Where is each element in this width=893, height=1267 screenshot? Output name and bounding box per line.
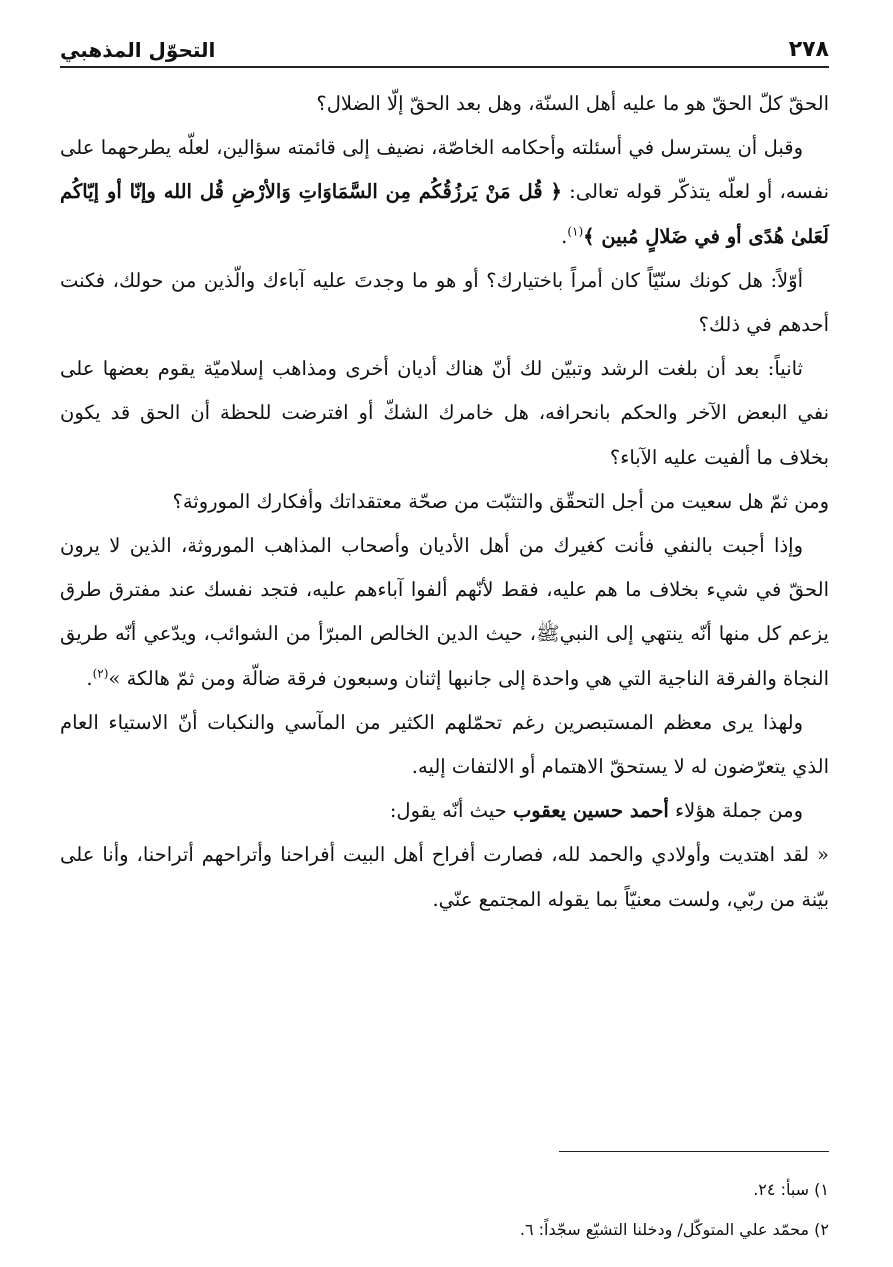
author-name: أحمد حسين يعقوب	[512, 799, 669, 823]
footnotes	[60, 1170, 829, 1250]
book-page	[60, 28, 829, 1248]
paragraph-4: ثانياً: بعد أن بلغت الرشد وتبيّن لك أنّ هناك أديان أخرى ومذاهب إسلاميّة يقوم بعضها على نفي البعض الآخر والحكم بانحرافه، هل خامرك الشكّ أو افترضت للحظة أن الحق قد يكون بخلاف ما ألفيت عليه الآباء؟	[60, 357, 829, 469]
paragraph-6-text: وإذا أجبت بالنفي فأنت كغيرك من أهل الأديان وأصحاب المذاهب الموروثة، الذين لا يرون الحقّ في شيء بخلاف ما هم عليه، فقط لأنّهم ألفوا آباءهم عليه، فتجد نفسك عند مفترق طرق يزعم كل منها أنّه ينتهي إلى النبيﷺ، حيث الدين الخالص المبرّأ من الشوائب، ويدّعي أنّه طريق النجاة والفرقة الناجية التي هي واحدة إلى جانبها إثنان وسبعون فرقة ضالّة ومن ثمّ هالكة »	[60, 534, 829, 690]
paragraph-1: الحقّ كلّ الحقّ هو ما عليه أهل السنّة، وهل بعد الحقّ إلّا الضلال؟	[316, 92, 829, 115]
quran-verse: ﴿ قُل مَنْ يَرزُقُكُم مِن السَّمَاوَاتِ وَالأرْضِ قُل الله وإنّا أو إيّاكُم لَعَلىٰ هُدًى أو في ضَلالٍ مُبين ﴾	[60, 180, 829, 248]
footnote-2: ٢) محمّد علي المتوكّل/ ودخلنا التشيّع سجّداً: ٦.	[519, 1220, 829, 1239]
paragraph-3: أوّلاً: هل كونك سنّيّاً كان أمراً باختيارك؟ أو هو ما وجدتَ عليه آباءك والّذين من حولك، فكنت أحدهم في ذلك؟	[60, 268, 829, 337]
page-header	[60, 28, 829, 68]
footnote-ref-1: (١)	[567, 224, 584, 239]
main-text	[60, 82, 829, 922]
paragraph-7: ولهذا يرى معظم المستبصرين رغم تحمّلهم الكثير من المآسي والنكبات أنّ الاستياء العام الذي يتعرّضون له لا يستحقّ الاهتمام أو الالتفات إليه.	[60, 710, 829, 779]
paragraph-8-after: حيث أنّه يقول:	[389, 799, 513, 823]
paragraph-5: ومن ثمّ هل سعيت من أجل التحقّق والتثبّت من صحّة معتقداتك وأفكارك الموروثة؟	[172, 489, 829, 513]
paragraph-8	[60, 789, 829, 833]
paragraph-9: « لقد اهتديت وأولادي والحمد لله، فصارت أفراح أهل البيت أفراحنا وأتراحهم أتراحنا، وأنا على بيّنة من ربّي، ولست معنيّاً بما يقوله المجتمع عنّي.	[60, 843, 829, 911]
page-number: ٢٧٨	[788, 37, 829, 62]
paragraph-6: وإذا أجبت بالنفي فأنت كغيرك من أهل الأديان وأصحاب المذاهب الموروثة، الذين لا يرون الحقّ في شيء بخلاف ما هم عليه، فقط لأنّهم ألفوا آباءهم عليه، فتجد نفسك عند مفترق طرق يزعم كل منها أنّه ينتهي إلى النبيﷺ، حيث الدين الخالص المبرّأ من الشوائب، ويدّعي أنّه طريق النجاة والفرقة الناجية التي هي واحدة إلى جانبها إثنان وسبعون فرقة ضالّة ومن ثمّ هالكة »$^{(٢)}$.	[60, 534, 829, 690]
footnote-divider	[559, 1151, 829, 1152]
paragraph-2-text: وقبل أن يسترسل في أسئلته وأحكامه الخاصّة، نضيف إلى قائمته سؤالين، لعلّه يطرحهما على نفسه، أو لعلّه يتذكّر قوله تعالى:	[60, 136, 829, 204]
paragraph-2: وقبل أن يسترسل في أسئلته وأحكامه الخاصّة، نضيف إلى قائمته سؤالين، لعلّه يطرحهما على نفسه، أو لعلّه يتذكّر قوله تعالى: ﴿ قُل مَنْ يَرزُقُكُم مِن السَّمَاوَاتِ وَالأرْضِ قُل الله وإنّا أو إيّاكُم لَعَلىٰ هُدًى أو في ضَلالٍ مُبين ﴾$^{(١)}$.	[60, 136, 829, 248]
running-title: التحوّل المذهبي	[60, 38, 216, 62]
footnote-1: ١) سبأ: ٢٤.	[753, 1180, 829, 1199]
paragraph-8-before: ومن جملة هؤلاء	[668, 799, 803, 823]
footnote-ref-2: (٢)	[92, 666, 109, 681]
